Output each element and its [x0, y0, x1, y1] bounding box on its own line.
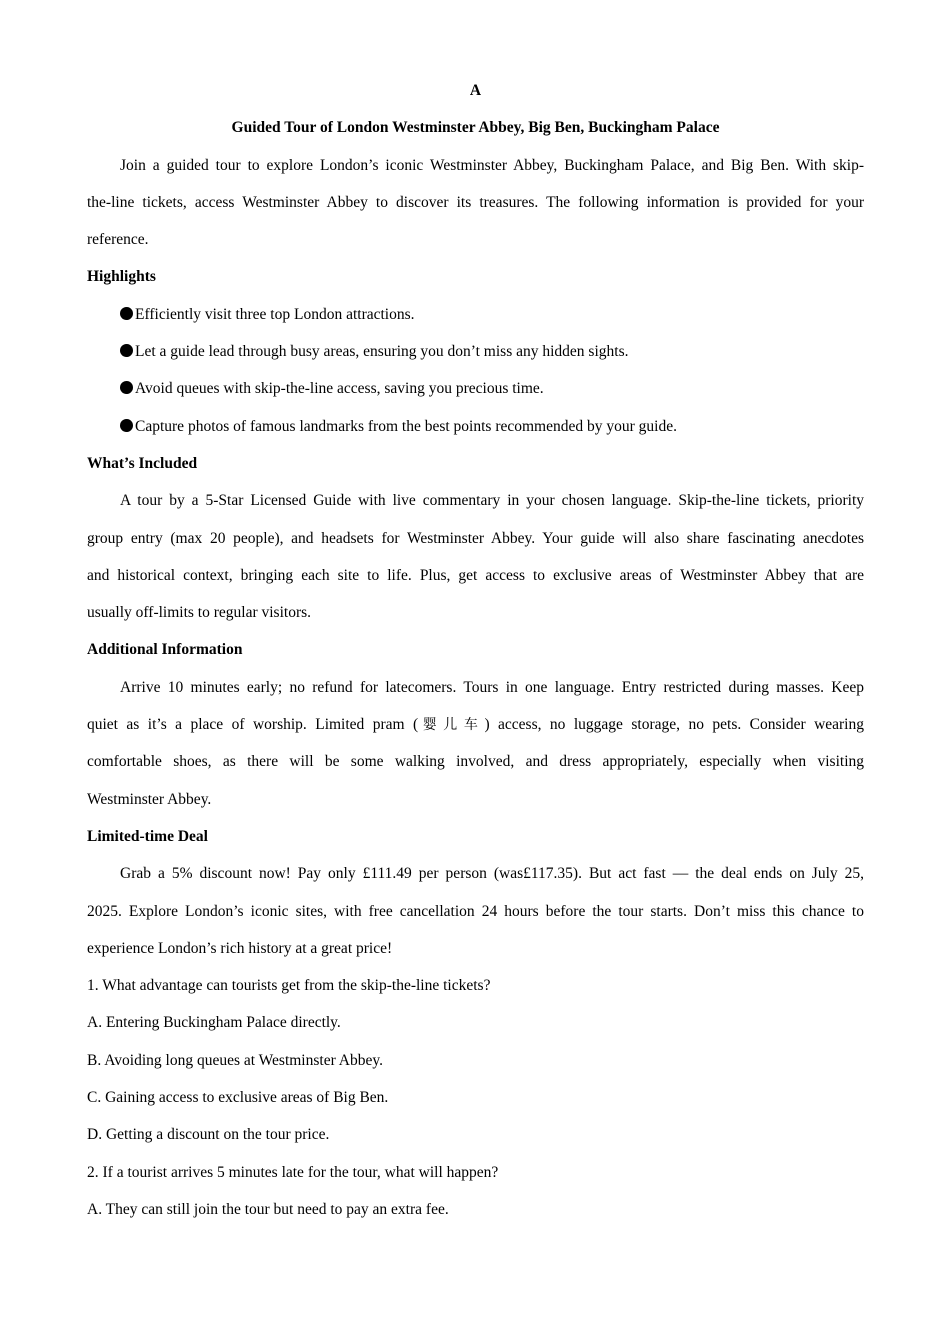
answer-option: D. Getting a discount on the tour price. — [87, 1126, 330, 1144]
intro-line: reference. — [87, 231, 149, 249]
question-2 — [87, 1154, 864, 1229]
bullet-icon — [120, 419, 133, 432]
bullet-icon — [120, 344, 133, 357]
deal-paragraph — [87, 855, 864, 967]
list-item — [87, 370, 864, 407]
additional-heading: Additional Information — [87, 641, 243, 659]
additional-paragraph — [87, 669, 864, 818]
included-paragraph — [87, 482, 864, 631]
pram-chinese-gloss: 婴儿车 — [418, 717, 485, 734]
highlights-heading: Highlights — [87, 268, 156, 286]
deal-line: 2025. Explore London’s iconic sites, with free cancellation 24 hours before the tour starts. Don’t miss this chance to — [87, 902, 864, 920]
question-1 — [87, 967, 864, 1153]
list-item — [87, 333, 864, 370]
additional-line: comfortable shoes, as there will be some walking involved, and dress appropriately, especially when visiting — [87, 753, 864, 771]
deal-line: experience London’s rich history at a great price! — [87, 939, 393, 957]
included-heading: What’s Included — [87, 454, 198, 472]
additional-line: Arrive 10 minutes early; no refund for latecomers. Tours in one language. Entry restricted during masses. Keep — [120, 678, 864, 696]
included-line: group entry (max 20 people), and headsets for Westminster Abbey. Your guide will also share fascinating anecdotes — [87, 529, 864, 547]
section-letter: A — [469, 82, 482, 99]
list-item-text: Efficiently visit three top London attractions. — [135, 305, 415, 323]
intro-paragraph — [87, 147, 864, 259]
question-stem: 1. What advantage can tourists get from the skip-the-line tickets? — [87, 977, 491, 995]
intro-line: the-line tickets, access Westminster Abbey to discover its treasures. The following information is provided for your — [87, 193, 864, 211]
list-item — [87, 296, 864, 333]
additional-line — [87, 706, 864, 743]
included-line: usually off-limits to regular visitors. — [87, 604, 312, 622]
additional-line-part: quiet as it’s a place of worship. Limited pram ( — [87, 716, 419, 734]
answer-option: A. They can still join the tour but need to pay an extra fee. — [87, 1200, 449, 1218]
answer-option: B. Avoiding long queues at Westminster Abbey. — [87, 1051, 383, 1069]
passage-title: Guided Tour of London Westminster Abbey, Big Ben, Buckingham Palace — [231, 119, 720, 137]
list-item — [87, 408, 864, 445]
included-line: A tour by a 5-Star Licensed Guide with live commentary in your chosen language. Skip-the-line tickets, priority — [120, 492, 864, 510]
additional-line: Westminster Abbey. — [87, 790, 212, 808]
included-line: and historical context, bringing each site to life. Plus, get access to exclusive areas of Westminster Abbey that are — [87, 566, 864, 584]
list-item-text: Avoid queues with skip-the-line access, saving you precious time. — [135, 380, 544, 398]
document-page — [87, 72, 864, 1228]
answer-option: A. Entering Buckingham Palace directly. — [87, 1014, 341, 1032]
list-item-text: Let a guide lead through busy areas, ensuring you don’t miss any hidden sights. — [135, 343, 629, 361]
answer-option: C. Gaining access to exclusive areas of Big Ben. — [87, 1089, 389, 1107]
intro-line: Join a guided tour to explore London’s iconic Westminster Abbey, Buckingham Palace, and Big Ben. With skip- — [120, 156, 864, 174]
list-item-text: Capture photos of famous landmarks from the best points recommended by your guide. — [135, 417, 677, 435]
bullet-icon — [120, 307, 133, 320]
question-stem: 2. If a tourist arrives 5 minutes late for the tour, what will happen? — [87, 1163, 499, 1181]
highlights-list — [87, 296, 864, 445]
additional-line-part: ) access, no luggage storage, no pets. Consider wearing — [484, 716, 864, 734]
bullet-icon — [120, 381, 133, 394]
deal-heading: Limited-time Deal — [87, 827, 208, 845]
deal-line: Grab a 5% discount now! Pay only £111.49 per person (was£117.35). But act fast — the deal ends on July 25, — [120, 865, 864, 883]
